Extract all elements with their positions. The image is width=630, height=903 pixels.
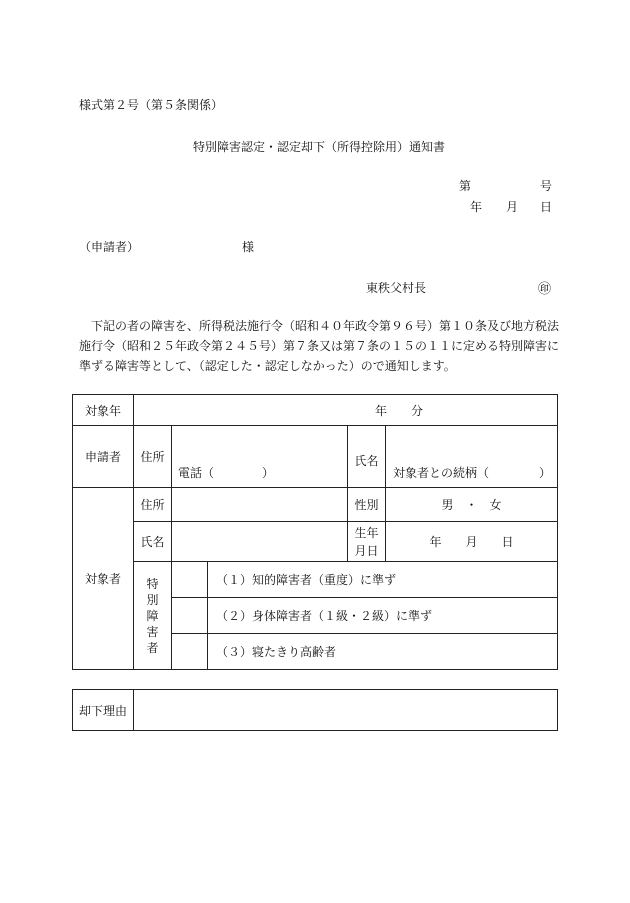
subject-label: 対象者	[73, 488, 134, 670]
special-char-4: 害	[146, 624, 159, 639]
special-item-3-checkbox[interactable]	[172, 634, 208, 670]
date-month: 月	[506, 200, 519, 214]
seal-mark: ㊞	[538, 282, 552, 297]
subject-address-field[interactable]	[172, 488, 348, 522]
target-year-field[interactable]	[134, 395, 558, 426]
rejection-table	[72, 689, 558, 731]
birthdate-label-line-1: 生年	[354, 525, 379, 540]
applicant-address-field[interactable]	[172, 426, 348, 488]
birthdate-field[interactable]: 年 月 日	[386, 522, 558, 562]
gender-options[interactable]: 男 ・ 女	[386, 488, 558, 522]
main-form-table	[72, 394, 558, 670]
rejection-row	[73, 690, 558, 731]
special-item-3-label: （３）寝たきり高齢者	[208, 634, 558, 670]
applicant-row-label: 申請者	[73, 426, 134, 488]
relation-label: 対象者との続柄（	[393, 466, 490, 480]
special-char-1: 特	[146, 576, 159, 591]
relation-close: ）	[539, 466, 552, 480]
sama-label: 様	[242, 240, 255, 254]
applicant-address-label: 住所	[134, 426, 172, 488]
subject-name-row	[73, 522, 558, 562]
special-disabled-label	[134, 562, 172, 670]
period-unit: 分	[411, 403, 424, 418]
date-year: 年	[470, 200, 483, 214]
special-item-2-checkbox[interactable]	[172, 598, 208, 634]
subject-name-label: 氏名	[134, 522, 172, 562]
applicant-row	[73, 426, 558, 488]
special-char-3: 障	[146, 608, 159, 623]
special-item-1-label: （１）知的障害者（重度）に準ず	[208, 562, 558, 598]
special-item-2-label: （２）身体障害者（１級・２級）に準ず	[208, 598, 558, 634]
special-char-5: 者	[146, 640, 159, 655]
subject-address-label: 住所	[134, 488, 172, 522]
applicant-name-label: 氏名	[348, 426, 386, 488]
document-title: 特別障害認定・認定却下（所得控除用）通知書	[193, 140, 446, 154]
gender-label: 性別	[348, 488, 386, 522]
issue-number-go: 号	[540, 179, 553, 193]
special-char-2: 別	[146, 592, 159, 607]
birthdate-label-line-2: 月日	[354, 543, 379, 558]
subject-address-row	[73, 488, 558, 522]
notice-body	[79, 316, 559, 376]
issuer-name: 東秩父村長	[366, 281, 427, 295]
phone-close: ）	[262, 466, 275, 480]
applicant-name-field[interactable]	[386, 426, 558, 488]
date-day: 日	[540, 200, 553, 214]
year-unit: 年	[375, 403, 388, 418]
subject-name-field[interactable]	[172, 522, 348, 562]
rejection-label: 却下理由	[73, 690, 134, 731]
target-year-row	[73, 395, 558, 426]
special-item-1-checkbox[interactable]	[172, 562, 208, 598]
notice-line-1: 下記の者の障害を、所得税法施行令（昭和４０年政令第９６号）第１０条及び地方税法	[91, 319, 560, 333]
form-number: 様式第２号（第５条関係）	[79, 98, 224, 112]
birthdate-label	[348, 522, 386, 562]
notice-line-3: 準ずる障害等として、（認定した・認定しなかった）ので通知します。	[79, 359, 456, 373]
issue-number-dai: 第	[459, 179, 472, 193]
phone-label: 電話（	[178, 466, 215, 480]
target-year-label: 対象年	[73, 395, 134, 426]
rejection-field[interactable]	[134, 690, 558, 731]
special-item-row-1	[73, 562, 558, 598]
notice-line-2: 施行令（昭和２５年政令第２４５号）第７条又は第７条の１５の１１に定める特別障害に	[79, 339, 560, 353]
applicant-label: （申請者）	[79, 240, 140, 254]
